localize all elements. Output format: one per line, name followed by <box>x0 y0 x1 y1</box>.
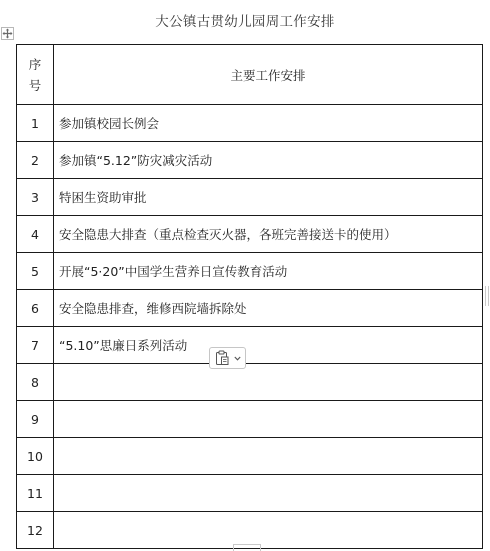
task-cell[interactable]: 参加镇校园长例会 <box>54 105 483 142</box>
task-cell[interactable]: 安全隐患大排查（重点检查灭火器，各班完善接送卡的使用） <box>54 216 483 253</box>
task-cell[interactable]: “5.10”思廉日系列活动 <box>54 327 483 364</box>
task-cell[interactable]: 安全隐患排查，维修西院墙拆除处 <box>54 290 483 327</box>
header-sequence-line1: 序 <box>28 56 42 72</box>
table-header-row <box>17 45 483 105</box>
row-number-cell[interactable]: 3 <box>17 179 54 216</box>
table-row <box>17 327 483 364</box>
task-cell[interactable]: 特困生资助审批 <box>54 179 483 216</box>
row-number-cell[interactable]: 6 <box>17 290 54 327</box>
table-move-handle[interactable] <box>1 27 14 40</box>
task-cell[interactable] <box>54 438 483 475</box>
row-number-cell[interactable]: 11 <box>17 475 54 512</box>
header-sequence-number[interactable] <box>17 45 54 105</box>
row-number-cell[interactable]: 10 <box>17 438 54 475</box>
task-cell[interactable]: 参加镇“5.12”防灾减灾活动 <box>54 142 483 179</box>
row-number-cell[interactable]: 7 <box>17 327 54 364</box>
table-row <box>17 290 483 327</box>
row-number-cell[interactable]: 9 <box>17 401 54 438</box>
header-main-tasks[interactable]: 主要工作安排 <box>54 45 483 105</box>
document-title: 大公镇古贯幼儿园周工作安排 <box>155 14 335 30</box>
table-row <box>17 364 483 401</box>
row-number-cell[interactable]: 1 <box>17 105 54 142</box>
table-resize-handle[interactable] <box>233 544 261 551</box>
table-row <box>17 216 483 253</box>
task-cell[interactable]: 开展“5·20”中国学生营养日宣传教育活动 <box>54 253 483 290</box>
clipboard-icon <box>215 350 230 366</box>
row-number-cell[interactable]: 8 <box>17 364 54 401</box>
row-number-cell[interactable]: 4 <box>17 216 54 253</box>
page-edge-marker <box>485 286 489 306</box>
table-row <box>17 438 483 475</box>
chevron-down-icon <box>234 356 241 361</box>
paste-options-button[interactable] <box>209 347 246 369</box>
move-arrows-icon <box>2 28 13 39</box>
task-cell[interactable] <box>54 364 483 401</box>
table-row <box>17 475 483 512</box>
row-number-cell[interactable]: 2 <box>17 142 54 179</box>
table-row <box>17 105 483 142</box>
table-row <box>17 142 483 179</box>
table-row <box>17 253 483 290</box>
task-cell[interactable] <box>54 512 483 549</box>
row-number-cell[interactable]: 5 <box>17 253 54 290</box>
table-row <box>17 179 483 216</box>
table-row <box>17 512 483 549</box>
table-row <box>17 401 483 438</box>
header-sequence-line2: 号 <box>28 77 42 93</box>
row-number-cell[interactable]: 12 <box>17 512 54 549</box>
task-cell[interactable] <box>54 475 483 512</box>
task-cell[interactable] <box>54 401 483 438</box>
schedule-table <box>16 44 483 549</box>
